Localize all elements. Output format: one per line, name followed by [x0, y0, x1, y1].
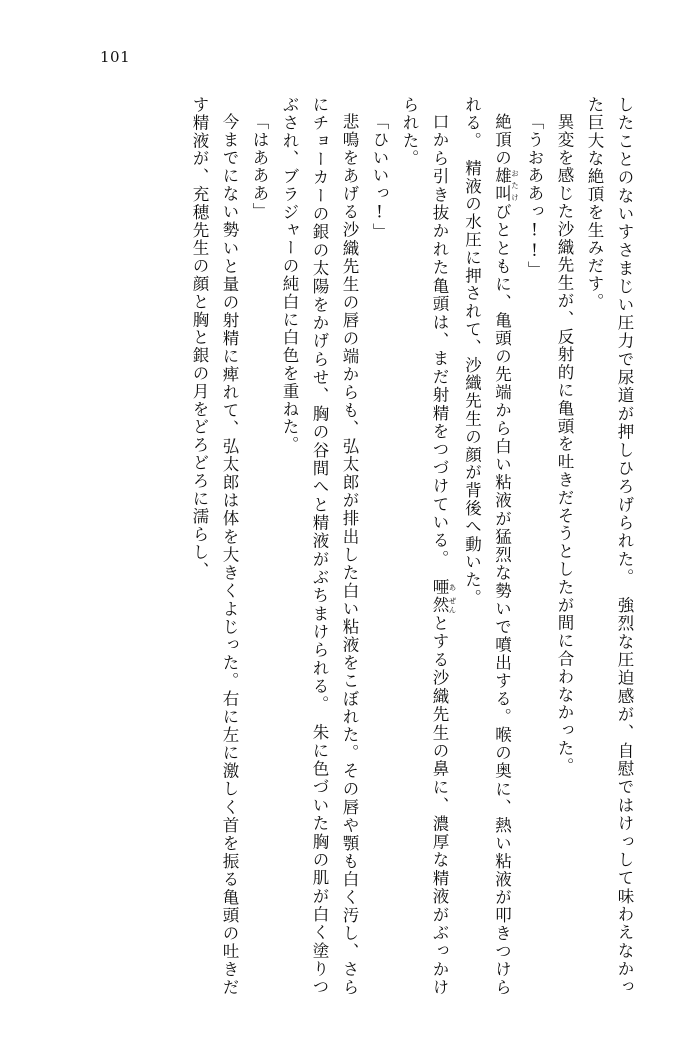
ruby-reading: ぜん [448, 595, 457, 614]
ruby-reading: おたけ [510, 166, 520, 203]
paragraph: 異変を感じた沙織先生が、反射的に亀頭を吐きだそうとしたが間に合わなかった。 [555, 112, 574, 775]
ruby-reading: あ [448, 577, 457, 596]
paragraph: 絶頂の雄叫 おたけびとともに、亀頭の先端から白い粘液が猛烈な勢いで噴出する。喉の奥に、熱い粘液が叩きつけられる。 精液の水圧に押されて、沙織先生の顔が背後へ動いた。 [462, 96, 520, 996]
paragraph: 「ひいいっ!」 [370, 112, 389, 241]
ruby-term: 然 ぜん [430, 595, 457, 615]
ruby-term: 雄叫 おたけ [492, 166, 520, 203]
page-number: 101 [100, 48, 131, 66]
paragraph: 「はあああ」 [250, 112, 269, 220]
ruby-term: 唖 あ [430, 577, 457, 596]
paragraph: 「うおああっ!!」 [525, 112, 544, 279]
paragraph: 悲鳴をあげる沙織先生の唇の端からも、弘太郎が排出した白い粘液をこぼれた。その唇や顎も白く汚し、さらにチョーカーの銀の太陽をかげらせ、胸の谷間へと精液がぶちまけられる。 朱に色づいた胸の肌が白く塗りつぶされ、ブラジャーの純白に白色を重ねた。 [280, 96, 359, 996]
paragraph: 今までにない勢いと量の射精に痺れて、弘太郎は体を大きくよじった。右に左に激しく首を振る亀頭の吐きだす精液が、充穂先生の顔と胸と銀の月をどろどろに濡らし、 [190, 96, 239, 996]
vertical-text-body [60, 96, 639, 996]
paragraph: したことのないすさまじい圧力で尿道が押しひろげられた。 強烈な圧迫感が、自慰ではけっして味わえなかった巨大な絶頂を生みだす。 [585, 96, 634, 996]
paragraph: 口から引き抜かれた亀頭は、まだ射精をつづけている。 唖 あ然 ぜんとする沙織先生の鼻に、濃厚な精液がぶっかけられた。 [400, 96, 457, 997]
